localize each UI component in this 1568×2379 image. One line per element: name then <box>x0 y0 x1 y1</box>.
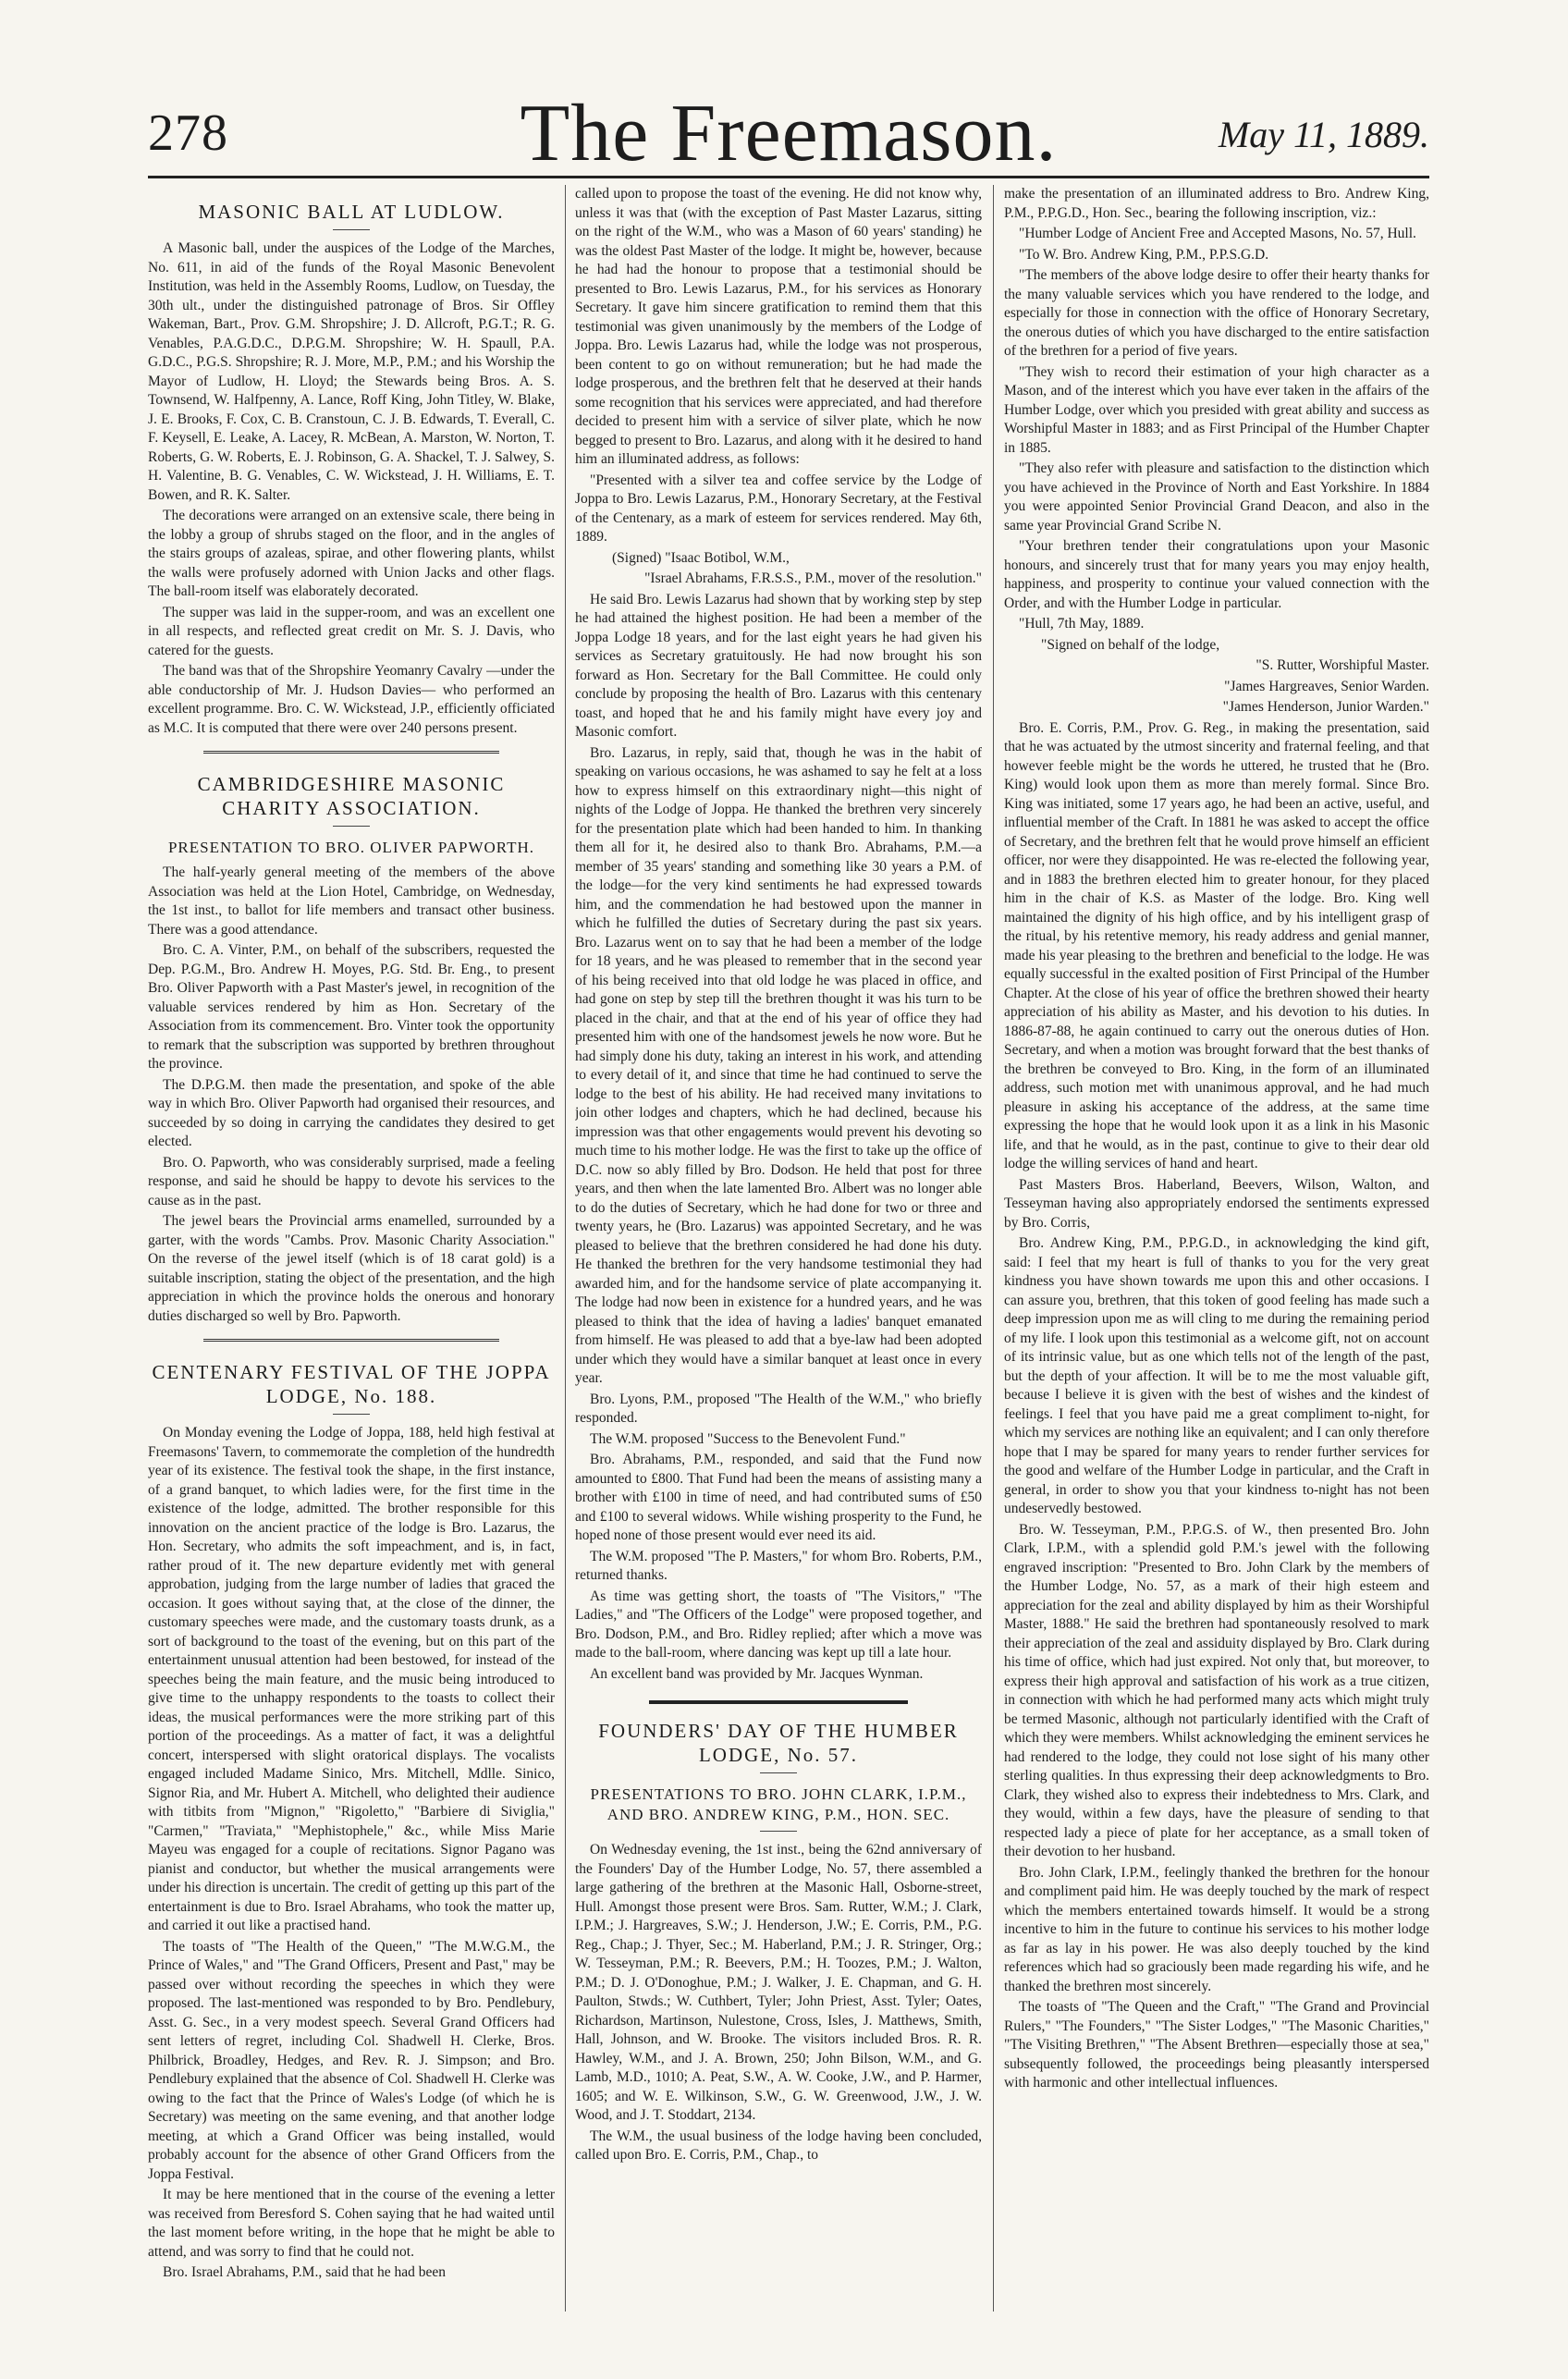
divider <box>333 229 370 230</box>
paragraph: On Wednesday evening, the 1st inst., being the 62nd anniversary of the Founders' Day of the Humber Lodge, No. 57, there assembled a large gathering of the brethren at the Masonic Hall, Osborne-street, Hull. Amongst those present were Bros. Sam. Rutter, W.M.; J. Clark, I.P.M.; J. Hargreaves, S.W.; J. Henderson, J.W.; E. Corris, P.M., P.G. Reg., Chap.; J. Thyer, Sec.; M. Haberland, P.M.; J. R. Stringer, Org.; W. Tesseyman, P.M.; R. Beevers, P.M.; H. Toozes, P.M.; J. Walton, P.M.; D. J. O'Donoghue, P.M.; J. Walker, J. E. Chapman, and G. H. Paulton, Stwds.; W. Cuthbert, Tyler; John Priest, Asst. Tyler; Oates, Richardson, Martinson, Nulestone, Cross, Isles, J. Matthews, Smith, Hall, Johnson, and W. Brooke. The visitors included Bros. R. R. Hawley, W.M., and J. A. Brown, 250; John Bilson, W.M., and G. Lamb, M.D., 1010; A. Peat, S.W., A. W. Cooke, J.W., and P. Harmer, 1605; and W. E. Wilkinson, S.W., G. W. Greenwood, J.W., J. W. Wood, and J. T. Stoddart, 2134. <box>575 1842 982 2123</box>
article-subtitle-papworth: PRESENTATION TO BRO. OLIVER PAPWORTH. <box>167 839 535 856</box>
section-divider <box>203 1339 499 1345</box>
divider <box>760 1831 797 1832</box>
article-title-joppa-centenary: CENTENARY FESTIVAL OF THE JOPPA LODGE, No. 188. <box>152 1361 551 1407</box>
issue-date: May 11, 1889. <box>1218 114 1429 155</box>
signature-line: "Signed on behalf of the lodge, <box>1041 636 1220 653</box>
paragraph: The jewel bears the Provincial arms enamelled, surrounded by a garter, with the words "Cambs. Prov. Masonic Charity Association." On the reverse of the jewel itself (which is of 18 carat gold) is a suitable inscription, stating the object of the presentation, and the high appreciation in which the province holds the onerous and honorary duties discharged so well by Bro. Papworth. <box>148 1213 555 1324</box>
signature-line: "S. Rutter, Worshipful Master. <box>1256 657 1429 673</box>
paragraph: Bro. O. Papworth, who was considerably surprised, made a feeling response, and said he should be happy to devote his services to the cause as in the past. <box>148 1154 555 1208</box>
quoted-address: "Your brethren tender their congratulations upon your Masonic honours, and sincerely trust that for many years you may enjoy health, happiness, and prosperity to continue your valued connection with the Order, and with the Humber Lodge in particular. <box>1004 538 1429 611</box>
paragraph: The decorations were arranged on an extensive scale, there being in the lobby a group of shrubs staged on the floor, and in the angles of the stairs groups of azaleas, spirae, and other flowering plants, whilst the walls were profusely adorned with Union Jacks and other flags. The ball-room itself was elaborately decorated. <box>148 508 555 599</box>
paragraph: Bro. E. Corris, P.M., Prov. G. Reg., in making the presentation, said that he was actuated by the utmost sincerity and fraternal feeling, and that however feeble might be the words he uttered, he trusted that he (Bro. King) would look upon them as more than merely formal. Since Bro. King was initiated, some 17 years ago, he had been an active, useful, and influential member of the Craft. In 1881 he was asked to accept the office of Secretary, and the brethren felt that he would prove himself an efficient officer, nor were they disappointed. He was re-elected the following year, and in 1883 the brethren elected him to greater honour, for they placed him in the chair of K.S. as Master of the lodge. Bro. King well maintained the dignity of his high office, and by his intelligent grasp of the ritual, by his retentive memory, his ready address and genial manner, made his year pleasing to the brethren and beneficial to the lodge. He was equally successful in the exalted position of First Principal of the Humber Chapter. At the close of his year of office the brethren showed their hearty appreciation of his ability as Master, and his devotion to his duties. In 1886-87-88, he again continued to carry out the onerous duties of Hon. Secretary, and when a motion was brought forward that the best thanks of the brethren be conveyed to Bro. King, in the form of an illuminated address, such motion met with unanimous approval, and he had much pleasure in asking his acceptance of the address, at the same time expressing the hope that he would look upon it as a link in his Masonic life, and that he would, as in the past, continue to give to their dear old lodge the willing services of hand and heart. <box>1004 719 1429 1171</box>
paragraph: Bro. Lyons, P.M., proposed "The Health of the W.M.," who briefly responded. <box>575 1391 982 1426</box>
paragraph: The toasts of "The Queen and the Craft," "The Grand and Provincial Rulers," "The Founders," "The Sister Lodges," "The Masonic Charities," "The Visiting Brethren," "The Absent Brethren—especially those at sea," subsequently followed, the proceedings being pleasantly interspersed with harmonic and other intellectual influences. <box>1004 1999 1429 2091</box>
quoted-address: "To W. Bro. Andrew King, P.M., P.P.S.G.D. <box>1019 246 1269 263</box>
quoted-address: "Presented with a silver tea and coffee service by the Lodge of Joppa to Bro. Lewis Lazarus, P.M., Honorary Secretary, at the Festival of the Centenary, as a mark of esteem for services rendered. May 6th, 1889. <box>575 472 982 545</box>
quoted-address: "Humber Lodge of Ancient Free and Accepted Masons, No. 57, Hull. <box>1019 226 1416 241</box>
page-header <box>148 65 1429 176</box>
paragraph: He said Bro. Lewis Lazarus had shown that by working step by step he had attained the highest position. He had been a member of the Joppa Lodge 18 years, and for the last eight years he had given his services as Secretary gratuitously. He had now brought his son forward as Hon. Secretary for the Ball Committee. He could only conclude by proposing the health of Bro. Lazarus with this centenary toast, and hoped that he and his family might have every joy and Masonic comfort. <box>575 591 982 740</box>
column-3 <box>1004 185 1429 2339</box>
paragraph: On Monday evening the Lodge of Joppa, 188, held high festival at Freemasons' Tavern, to commemorate the completion of the hundredth year of its existence. The festival took the shape, in the first instance, of a grand banquet, to which ladies were, for the first time in the existence of the lodge, admitted. The brother responsible for this innovation on the ancient practice of the lodge is Bro. Lazarus, the Hon. Secretary, who admits the soft impeachment, and is, in fact, rather proud of it. The new departure evidently met with general approbation, judging from the large number of ladies that graced the occasion. It goes without saying that, at the close of the dinner, the customary speeches were made, and the customary toasts drunk, as a sort of background to the toast of the evening, but on this part of the entertainment unusual attention had been bestowed, for instead of the speeches being the main feature, and the music being introduced to give time to the unhappy respondents to the toasts to collect their ideas, the musical performances were the more striking part of this portion of the proceedings. As a matter of fact, it was a delightful concert, interspersed with slight oratorical displays. The vocalists engaged included Madame Sinico, Mrs. Mitchell, Mdlle. Sinico, Signor Ria, and Mr. Hubert A. Mitchell, who delighted their audience with titbits from "Mignon," "Rigoletto," "Barbiere di Siviglia," "Carmen," "Traviata," "Mephistophele," &c., while Miss Marie Mayeu was engaged for a couple of recitations. Signor Pagano was pianist and conductor, but whether the musical arrangements were under his direction is uncertain. The credit of getting up this part of the entertainment is due to Bro. Israel Abrahams, who took the matter up, and carried it out like a practised hand. <box>148 1425 555 1933</box>
signature-line: "Israel Abrahams, F.R.S.S., P.M., mover of the resolution." <box>644 570 982 586</box>
column-divider <box>993 185 994 2312</box>
article-subtitle-presentations: PRESENTATIONS TO BRO. JOHN CLARK, I.P.M., AND BRO. ANDREW KING, P.M., HON. SEC. <box>590 1785 967 1823</box>
paragraph: The W.M., the usual business of the lodge having been concluded, called upon Bro. E. Corris, P.M., Chap., to <box>575 2128 982 2163</box>
paragraph: The half-yearly general meeting of the members of the above Association was held at the Lion Hotel, Cambridge, on Wednesday, the 1st inst., to ballot for life members and transact other business. There was a good attendance. <box>148 865 555 938</box>
paragraph: The supper was laid in the supper-room, and was an excellent one in all respects, and reflected great credit on Mr. S. J. Davis, who catered for the guests. <box>148 604 555 658</box>
column-1 <box>148 185 555 2339</box>
divider <box>333 1414 370 1415</box>
paragraph: The band was that of the Shropshire Yeomanry Cavalry —under the able conductorship of Mr. J. Hudson Davies— who performed an excellent programme. Bro. C. W. Wickstead, J.P., efficiently officiated as M.C. It is computed that there were over 240 persons present. <box>148 663 555 736</box>
masthead-title: The Freemason. <box>520 89 1058 178</box>
paragraph: Bro. John Clark, I.P.M., feelingly thanked the brethren for the honour and compliment paid him. He was deeply touched by the mark of respect which the members entertained towards himself. It would be a strong incentive to him in the future to continue his services to his mother lodge as far as lay in his power. He was also deeply touched by the kind references which had so graciously been made regarding his wife, and he thanked the brethren most sincerely. <box>1004 1864 1429 1994</box>
article-title-cambridgeshire: CAMBRIDGESHIRE MASONIC CHARITY ASSOCIATION. <box>197 773 506 819</box>
paragraph: The W.M. proposed "Success to the Benevolent Fund." <box>590 1430 906 1447</box>
divider <box>760 1772 797 1773</box>
paragraph: An excellent band was provided by Mr. Jacques Wynman. <box>590 1665 924 1682</box>
article-title-masonic-ball: MASONIC BALL AT LUDLOW. <box>198 201 505 223</box>
paragraph: called upon to propose the toast of the evening. He did not know why, unless it was that (with the exception of Past Master Lazarus, sitting on the right of the W.M., who was a Mason of 60 years' standing) he was the oldest Past Master of the lodge. It might be, however, because he had had the honour to propose that a testimonial should be presented to Bro. Lewis Lazarus, P.M., for his services as Honorary Secretary. It gave him sincere gratification to remind them that this testimonial was given unanimously by the members of the Lodge of Joppa. Bro. Lewis Lazarus had, while the lodge was not prosperous, been content to go on without remuneration; but he had made the lodge prosperous, and the brethren felt that he deserved at their hands some recognition that his services were appreciated, and had therefore decided to present him with a service of silver plate, which he now begged to present to Bro. Lazarus, and along with it he desired to hand him an illuminated address, as follows: <box>575 186 982 467</box>
paragraph: Bro. Andrew King, P.M., P.P.G.D., in acknowledging the kind gift, said: I feel that my heart is full of thanks to you for the very great kindness you have shown towards me upon this and other occasions. I can assure you, brethren, that this token of good feeling has made such a deep impression upon me as will cling to me during the remaining period of my life. I look upon this testimonial as a welcome gift, not on account of its intrinsic value, but as one which tells not of the length of the past, but the depth of your affection. It will be to me the most valuable gift, because I believe it is given with the best of wishes and the kindest of feelings. I feel that you have paid me a great compliment to-night, for which my services are nothing like an equivalent; and I can only therefore hope that I may be spared for many years to render further services for the good and welfare of the Humber Lodge in particular, and the Craft in general, in order to show you that your kindness to-night has not been undeservedly bestowed. <box>1004 1235 1429 1516</box>
signature-line: "James Henderson, Junior Warden." <box>1222 699 1429 715</box>
paragraph: Bro. W. Tesseyman, P.M., P.P.G.S. of W., then presented Bro. John Clark, I.P.M., with a splendid gold P.M.'s jewel with the following engraved inscription: "Presented to Bro. John Clark by the members of the Humber Lodge, No. 57, as a mark of their high esteem and appreciation for the zeal and ability displayed by him as their Worshipful Master, 1888." He said the brethren had spontaneously resolved to mark their appreciation of the zeal and assiduity displayed by Bro. Clark during his time of office, which had just expired. Not only that, but moreover, to express their high approval and satisfaction of his work as a true citizen, in connection with which he had performed many acts which might truly be termed Masonic, although not particularly identified with the Craft of which they were members. Whilst acknowledging the eminent services he had rendered to the lodge, they could not lose sight of his many other sterling qualities. In thus expressing their deep acknowledgments to Bro. Clark, they wished also to express their indebtedness to Mrs. Clark, and they would, within a few days, have the pleasure of sending to that respected lady a piece of plate for her acceptance, as a small token of their devotion to her husband. <box>1004 1521 1429 1859</box>
paragraph: The D.P.G.M. then made the presentation, and spoke of the able way in which Bro. Oliver Papworth had organised their resources, and succeeded by so doing in carrying the candidates they desired to get elected. <box>148 1076 555 1149</box>
header-rule <box>148 176 1429 178</box>
paragraph: It may be here mentioned that in the course of the evening a letter was received from Beresford S. Cohen saying that he had waited until the last moment before writing, in the hope that he might be able to attend, and was sorry to find that he could not. <box>148 2187 555 2260</box>
paragraph: make the presentation of an illuminated address to Bro. Andrew King, P.M., P.P.G.D., Hon. Sec., bearing the following inscription, viz.: <box>1004 186 1429 221</box>
section-divider <box>203 751 499 757</box>
paragraph: Past Masters Bros. Haberland, Beevers, Wilson, Walton, and Tesseyman having also appropriately endorsed the sentiments expressed by Bro. Corris, <box>1004 1176 1429 1231</box>
article-title-founders-day: FOUNDERS' DAY OF THE HUMBER LODGE, No. 57. <box>598 1720 959 1766</box>
paragraph: A Masonic ball, under the auspices of the Lodge of the Marches, No. 611, in aid of the funds of the Royal Masonic Benevolent Institution, was held in the Assembly Rooms, Ludlow, on Tuesday, the 30th ult., under the distinguished patronage of Bros. Sir Offley Wakeman, Bart., Prov. G.M. Shropshire; J. D. Allcroft, P.G.T.; R. G. Venables, P.A.G.D.C., D.P.G.M. Shropshire; W. H. Spaull, P.A. G.D.C., P.G.S. Shropshire; R. J. More, M.P., P.M.; and his Worship the Mayor of Ludlow, H. Lloyd; the Stewards being Bros. A. S. Townsend, W. Halfpenny, A. Lance, Roff King, John Titley, W. Blake, J. E. Brooks, F. Cox, C. B. Cranstoun, C. J. B. Edwards, T. Everall, C. F. Keysell, E. Leake, A. Lacey, R. McBean, A. Marston, W. Norton, T. Roberts, G. W. Roberts, E. J. Robinson, G. A. Shackel, T. J. Salwey, S. H. Valentine, B. G. Venables, C. W. Wickstead, J. H. Williams, E. T. Bowen, and R. K. Salter. <box>148 240 555 503</box>
column-divider <box>565 185 566 2312</box>
paragraph: Bro. Abrahams, P.M., responded, and said that the Fund now amounted to £800. That Fund had been the means of assisting many a brother with £100 in time of need, and had contributed sums of £50 and £100 to several widows. While wishing prosperity to the Fund, he hoped none of those present would ever need its aid. <box>575 1452 982 1543</box>
paragraph: Bro. C. A. Vinter, P.M., on behalf of the subscribers, requested the Dep. P.G.M., Bro. Andrew H. Moyes, P.G. Std. Br. Eng., to present Bro. Oliver Papworth with a Past Master's jewel, in recognition of the valuable services rendered by him as Hon. Secretary of the Association from its commencement. Bro. Vinter took the opportunity to remark that the subscription was supported by brethren throughout the province. <box>148 942 555 1072</box>
section-divider <box>649 1700 908 1704</box>
page-number: 278 <box>148 104 228 162</box>
quoted-address: "They wish to record their estimation of your high character as a Mason, and of the interest which you have ever taken in the affairs of the Humber Lodge, over which you presided with great ability and success as Worshipful Master in 1883; and as First Principal of the Humber Chapter in 1885. <box>1004 363 1429 456</box>
quoted-address: "They also refer with pleasure and satisfaction to the distinction which you have achieved in the Province of North and East Yorkshire. In 1884 you were appointed Senior Provincial Grand Deacon, and also in the same year Provincial Grand Scribe N. <box>1004 460 1429 533</box>
paragraph: The toasts of "The Health of the Queen," "The M.W.G.M., the Prince of Wales," and "The Grand Officers, Present and Past," may be passed over without recording the speeches in which they were proposed. The last-mentioned was responded to by Bro. Pendlebury, Asst. G. Sec., in a very modest speech. Several Grand Officers had sent letters of regret, including Col. Shadwell H. Clerke, Bros. Philbrick, Broadley, Hedges, and Rev. R. J. Simpson; and Bro. Pendlebury explained that the absence of Col. Shadwell H. Clerke was owing to the fact that the Prince of Wales's Lodge (of which he is Secretary) was meeting on the same evening, and that another lodge meeting, at which a Grand Officer was being installed, would probably account for the absence of other Grand Officers from the Joppa Festival. <box>148 1938 555 2182</box>
signature-line: "James Hargreaves, Senior Warden. <box>1224 678 1429 694</box>
paragraph: The W.M. proposed "The P. Masters," for whom Bro. Roberts, P.M., returned thanks. <box>575 1548 982 1583</box>
quoted-address: "Hull, 7th May, 1889. <box>1019 616 1145 632</box>
paragraph: Bro. Israel Abrahams, P.M., said that he had been <box>163 2264 447 2280</box>
paragraph: Bro. Lazarus, in reply, said that, though he was in the habit of speaking on various occasions, he was ashamed to say he felt at a loss how to express himself on this extraordinary night—this night of nights of the Lodge of Joppa. He thanked the brethren very sincerely for the presentation plate which had been handed to him. In thanking them all for it, he desired also to thank Bro. Abrahams, P.M.—a member of 35 years' standing and something like 30 years a P.M. of the lodge—for the very kind sentiments he had expressed towards him, and the commendation he had bestowed upon the manner in which he fulfilled the duties of Secretary during the past six years. Bro. Lazarus went on to say that he had been a member of the lodge for 18 years, and he was pleased to remember that in the second year of his being received into that old lodge he was placed in office, and had gone on step by step till the brethren thought it was his turn to be placed in the chair, and that at the end of his year of office they had presented him with one of the handsomest jewels he now wore. But he had simply done his duty, taking an interest in his work, and attending to every detail of it, and since that time he had continued to serve the lodge to the best of his ability. He had received many invitations to join other lodges and chapters, which he had declined, because his impression was that other engagements would prevent his devoting so much time to his mother lodge. He was the first to take up the office of D.C. now so ably filled by Bro. Dodson. He held that post for three years, and then when the late lamented Bro. Albert was no longer able to do the duties of Secretary, which he had done for two or three and twenty years, he (Bro. Lazarus) was appointed Secretary, and he was pleased to believe that the brethren considered he had done his duty. He thanked the brethren for the very handsome testimonial they had awarded him, and for the handsome service of plate accompanying it. The lodge had now been in existence for a hundred years, and he was pleased to think that the idea of having a ladies' banquet emanated from himself. He was pleased to add that a bye-law had been adopted under which they would have a similar banquet at least once in every year. <box>575 744 982 1386</box>
paragraph: As time was getting short, the toasts of "The Visitors," "The Ladies," and "The Officers of the Lodge" were proposed together, and Bro. Dodson, P.M., and Bro. Ridley replied; after which a move was made to the ball-room, where dancing was kept up till a late hour. <box>575 1588 982 1661</box>
column-2 <box>575 185 982 2339</box>
signature-line: (Signed) "Isaac Botibol, W.M., <box>612 549 790 566</box>
quoted-address: "The members of the above lodge desire to offer their hearty thanks for the many valuable services which you have rendered to the lodge, and especially for those in connection with the office of Honorary Secretary, the onerous duties of which you have discharged to the entire satisfaction of the brethren for a period of five years. <box>1004 267 1429 359</box>
divider <box>333 826 370 827</box>
